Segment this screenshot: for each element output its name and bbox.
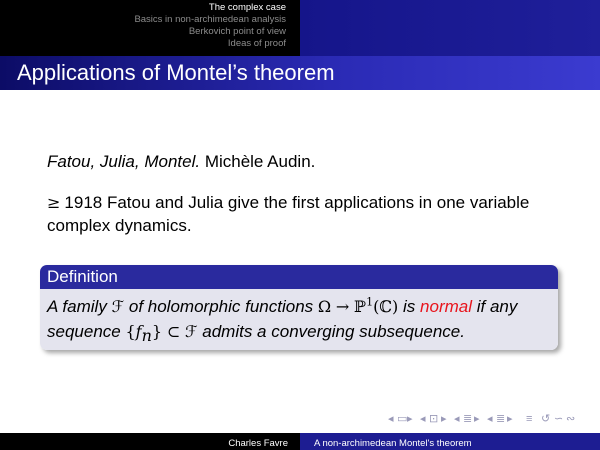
omega-symbol: Ω bbox=[317, 297, 332, 316]
header-left-panel bbox=[0, 0, 300, 56]
sequence-symbol: $\{f_n\}$ bbox=[125, 322, 163, 346]
section-link-non-archimedean-basics[interactable]: Basics in non-archimedean analysis bbox=[134, 14, 286, 25]
nav-slide-back-icon[interactable]: ◂ bbox=[388, 413, 394, 425]
section-link-complex-case[interactable]: The complex case bbox=[208, 2, 286, 13]
nav-search-forward-icon[interactable]: ∾ bbox=[566, 413, 576, 425]
def-text-sequence: sequence bbox=[47, 322, 121, 341]
def-text-is: is bbox=[403, 297, 416, 316]
nav-subsection-forward-icon[interactable]: ▸ bbox=[474, 413, 480, 425]
nav-subsection-icon[interactable]: ≣ bbox=[463, 413, 473, 425]
definition-block bbox=[40, 265, 558, 350]
nav-section-icon[interactable]: ≣ bbox=[496, 413, 506, 425]
family-symbol-2: ℱ bbox=[184, 322, 198, 341]
nav-search-back-icon[interactable]: ∽ bbox=[554, 413, 564, 425]
definition-title: Definition bbox=[40, 265, 558, 289]
history-paragraph bbox=[47, 191, 547, 237]
nav-section-back-icon[interactable]: ◂ bbox=[487, 413, 493, 425]
nav-slide-icon[interactable]: ▭ bbox=[397, 413, 408, 425]
normal-highlight: normal bbox=[420, 297, 472, 316]
reference-author: Michèle Audin. bbox=[204, 152, 316, 171]
projective-line-symbol: ℙ$^1$(ℂ) bbox=[354, 295, 399, 316]
nav-appendix-icon[interactable]: ≡ bbox=[526, 413, 533, 425]
navigation-symbols bbox=[388, 412, 588, 426]
nav-frame-forward-icon[interactable]: ▸ bbox=[441, 413, 447, 425]
footer-title: A non-archimedean Montel's theorem bbox=[314, 438, 472, 449]
nav-section-forward-icon[interactable]: ▸ bbox=[507, 413, 513, 425]
def-text-holomorphic: of holomorphic functions bbox=[128, 297, 314, 316]
subset-symbol: ⊂ bbox=[166, 322, 181, 341]
footer-author: Charles Favre bbox=[228, 438, 288, 449]
section-link-ideas-of-proof[interactable]: Ideas of proof bbox=[227, 38, 286, 49]
geq-symbol: ≥ bbox=[47, 193, 61, 212]
nav-frame-back-icon[interactable]: ◂ bbox=[420, 413, 426, 425]
def-text-family: A family bbox=[47, 297, 107, 316]
nav-frame-icon[interactable]: ⊡ bbox=[429, 413, 439, 425]
section-link-berkovich[interactable]: Berkovich point of view bbox=[188, 26, 286, 37]
reference-title: Fatou, Julia, Montel. bbox=[47, 152, 201, 171]
header-right-panel bbox=[300, 0, 600, 56]
footer-bar bbox=[0, 433, 600, 450]
header-bar bbox=[0, 0, 600, 56]
history-text: 1918 Fatou and Julia give the first applications in one variable complex dynamics. bbox=[47, 193, 530, 235]
nav-slide-forward-icon[interactable]: ▸ bbox=[407, 413, 413, 425]
family-symbol: ℱ bbox=[111, 297, 125, 316]
arrow-symbol: → bbox=[335, 297, 350, 316]
nav-subsection-back-icon[interactable]: ◂ bbox=[454, 413, 460, 425]
definition-body bbox=[40, 289, 558, 350]
def-text-if-any: if any bbox=[476, 297, 518, 316]
frame-title: Applications of Montel’s theorem bbox=[17, 60, 335, 85]
def-text-admits: admits a converging subsequence. bbox=[202, 322, 465, 341]
section-navigation bbox=[134, 2, 286, 50]
footer-right-panel bbox=[300, 433, 600, 450]
reference-line bbox=[47, 150, 315, 173]
nav-back-icon[interactable]: ↺ bbox=[541, 413, 551, 425]
footer-left-panel bbox=[0, 433, 300, 450]
frame-title-bar bbox=[0, 56, 600, 90]
